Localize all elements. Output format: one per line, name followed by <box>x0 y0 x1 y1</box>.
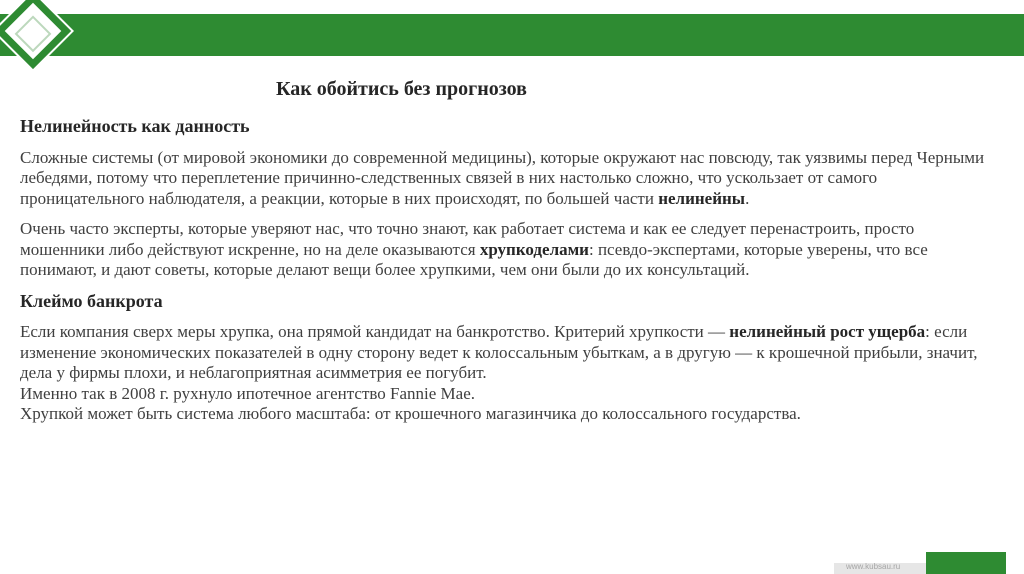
paragraph-bankruptcy <box>20 322 995 425</box>
logo-inner <box>15 15 52 52</box>
section-heading-bankrupt: Клеймо банкрота <box>20 290 163 311</box>
bold-term: хрупкоделами <box>479 239 589 259</box>
paragraph-end: : псевдо-экспертами, которые уверены, что все понимают, и дают советы, которые делают вещи более хрупкими, чем они были до их консультаций. <box>20 239 928 279</box>
paragraph-line-fannie-mae: Именно так в 2008 г. рухнуло ипотечное агентство Fannie Mae. <box>20 383 476 403</box>
footer-url: www.kubsau.ru <box>846 562 901 571</box>
slide-title: Как обойтись без прогнозов <box>276 78 527 100</box>
paragraph-end: . <box>745 188 750 208</box>
header-bar <box>0 14 1024 56</box>
section-heading-nonlinearity: Нелинейность как данность <box>20 116 250 136</box>
paragraph-text: Очень часто эксперты, которые уверяют нас, что точно знают, как работает система и как ее следует перенастроить, просто мошенники либо действуют искренне, но на деле оказываются <box>20 219 915 259</box>
footer-accent <box>926 552 1006 574</box>
paragraph-text: Сложные системы (от мировой экономики до современной медицины), которые окружают нас повсюду, так уязвимы перед Черными лебедями, потому что переплетение причинно-следственных связей в них настолько сложно, что ускользает от самого проницательного наблюдателя, а реакции, которые в них происходят, по большей части <box>20 147 985 208</box>
slide-content <box>20 116 995 435</box>
paragraph-text: Если компания сверх меры хрупка, она прямой кандидат на банкротство. Критерий хрупкости — <box>20 322 730 341</box>
bold-term: нелинейны <box>658 188 746 208</box>
paragraph-line-scale: Хрупкой может быть система любого масштаба: от крошечного магазинчика до колоссального государства. <box>20 404 801 423</box>
paragraph-end: : если изменение экономических показателей в одну сторону ведет к колоссальным убыткам, а в другую — к крошечной прибыли, значит, дела у фирмы плохи, и неблагоприятная асимметрия ее погубит. <box>20 322 978 382</box>
bold-term: нелинейный рост ущерба <box>729 322 926 341</box>
paragraph-complex-systems <box>20 148 995 210</box>
logo-icon <box>0 0 71 69</box>
paragraph-experts <box>20 219 995 281</box>
